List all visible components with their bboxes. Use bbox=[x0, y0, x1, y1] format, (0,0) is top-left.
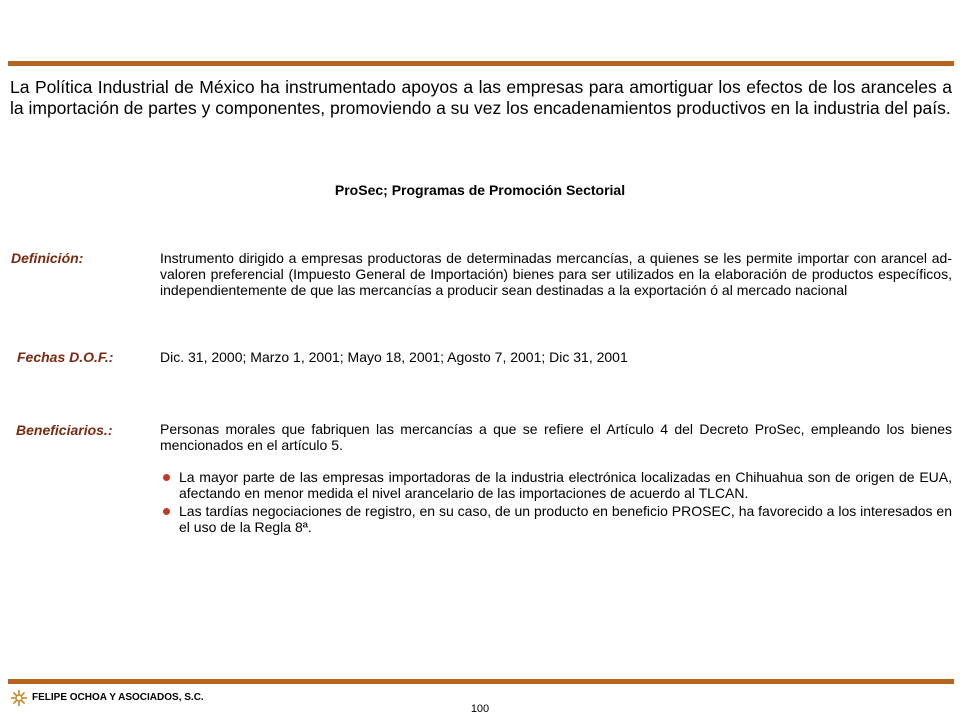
bullet-text: La mayor parte de las empresas importadoras de la industria electrónica localizadas en Chihuahua son de origen de EUA, afectando en menor medida el nivel arancelario de las importaciones de acuerdo al TLCAN. bbox=[179, 469, 952, 501]
section-title: ProSec; Programas de Promoción Sectorial bbox=[334, 182, 626, 198]
definicion-label: Definición: bbox=[11, 250, 84, 266]
bullet-dot-icon bbox=[163, 474, 170, 481]
bullet-dot-icon bbox=[163, 508, 170, 515]
page-number: 100 bbox=[470, 703, 490, 715]
beneficiarios-bullet-list bbox=[162, 469, 952, 537]
intro-paragraph: La Política Industrial de México ha instrumentado apoyos a las empresas para amortiguar los efectos de los aranceles a la importación de partes y componentes, promoviendo a su vez los encadenamientos productivos en la industria del país. bbox=[10, 77, 952, 118]
bottom-rule bbox=[8, 679, 954, 684]
footer-company-name: FELIPE OCHOA Y ASOCIADOS, S.C. bbox=[32, 692, 204, 703]
fechas-label: Fechas D.O.F.: bbox=[17, 349, 114, 365]
list-item bbox=[162, 503, 952, 535]
top-rule bbox=[8, 61, 954, 66]
beneficiarios-label: Beneficiarios.: bbox=[16, 422, 113, 438]
list-item bbox=[162, 469, 952, 501]
definicion-text: Instrumento dirigido a empresas productoras de determinadas mercancías, a quienes se les permite importar con arancel ad-valoren preferencial (Impuesto General de Importación) bienes para ser utilizados en la elaboración de productos específicos, independientemente de que las mercancías a producir sean destinadas a la exportación ó al mercado nacional bbox=[160, 250, 952, 298]
beneficiarios-text: Personas morales que fabriquen las mercancías a que se refiere el Artículo 4 del Decreto ProSec, empleando los bienes mencionados en el artículo 5. bbox=[160, 421, 952, 453]
bullet-text: Las tardías negociaciones de registro, en su caso, de un producto en beneficio PROSEC, ha favorecido a los interesados en el uso de la Regla 8ª. bbox=[179, 503, 952, 535]
fechas-text: Dic. 31, 2000; Marzo 1, 2001; Mayo 18, 2001; Agosto 7, 2001; Dic 31, 2001 bbox=[160, 349, 628, 365]
